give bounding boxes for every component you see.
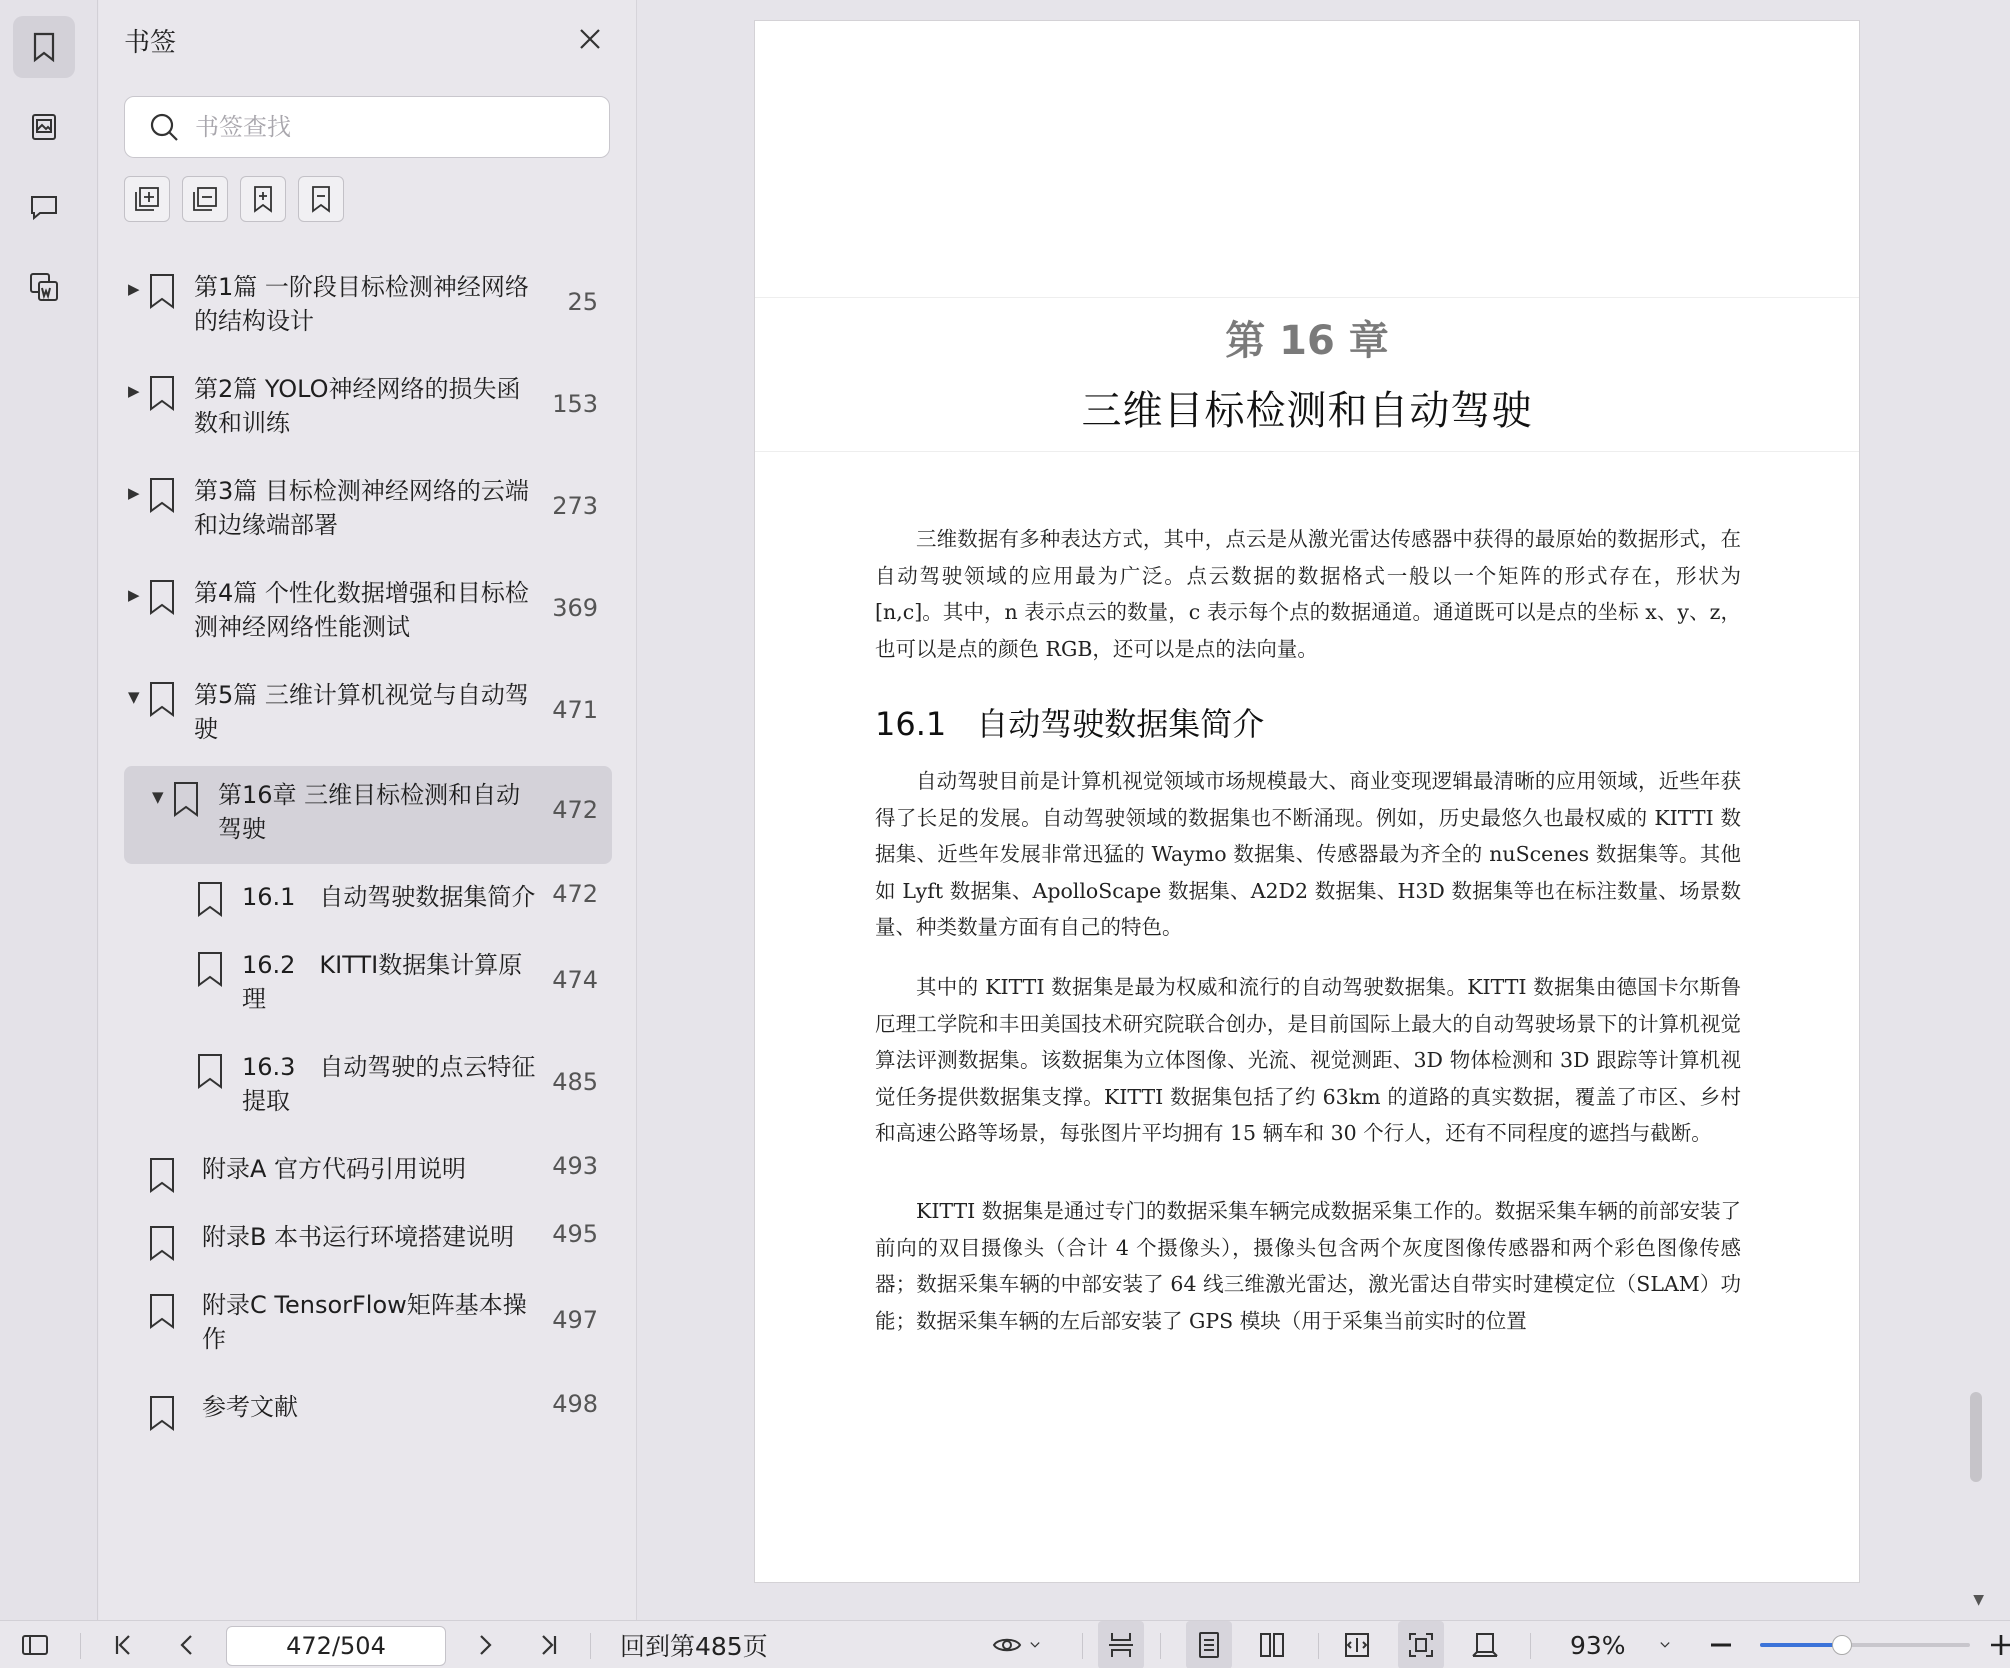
- bookmark-search[interactable]: [124, 96, 610, 158]
- back-to-page-button[interactable]: [620, 1621, 768, 1668]
- bookmark-item[interactable]: [124, 1220, 612, 1260]
- first-page-icon: [108, 1630, 138, 1660]
- bookmark-page: 471: [552, 696, 598, 724]
- sidebar-icon: [20, 1630, 50, 1660]
- bookmark-icon: [146, 1156, 178, 1194]
- eye-icon: [992, 1630, 1022, 1660]
- bookmark-page: 493: [552, 1152, 598, 1180]
- chapter-rule-bottom: [755, 451, 1859, 452]
- bookmark-item[interactable]: [124, 372, 612, 444]
- bookmark-icon: [146, 374, 178, 412]
- search-icon: [147, 110, 181, 144]
- bookmark-page: 495: [552, 1220, 598, 1248]
- back-to-page-label: 回到第485页: [620, 1632, 768, 1661]
- bookmark-icon: [170, 780, 202, 818]
- bookmark-label: 附录C TensorFlow矩阵基本操 作: [202, 1291, 527, 1353]
- zoom-out-button[interactable]: [1706, 1621, 1736, 1668]
- expand-arrow-icon[interactable]: ▶: [128, 484, 140, 502]
- zoom-slider-handle[interactable]: [1832, 1635, 1852, 1655]
- section-title: 自动驾驶数据集简介: [976, 705, 1265, 743]
- fit-page-button[interactable]: [1398, 1621, 1444, 1668]
- body-paragraph: KITTI 数据集是通过专门的数据采集车辆完成数据采集工作的。数据采集车辆的前部安装了前向的双目摄像头（合计 4 个摄像头），摄像头包含两个灰度图像传感器和两个彩色图像传感器；数据采集车辆的中部安装了 64 线三维激光雷达，激光雷达自带实时建模定位（SLAM）功能；数据采集车辆的左后部安装了 GPS 模块（用于采集当前实时的位置: [875, 1199, 1741, 1333]
- remove-bookmark-icon: [305, 183, 337, 215]
- last-page-icon: [534, 1630, 564, 1660]
- thumbnail-panel-icon[interactable]: [13, 96, 75, 158]
- actual-size-button[interactable]: [1470, 1621, 1500, 1668]
- bookmark-page: 369: [552, 594, 598, 622]
- bookmark-icon: [146, 272, 178, 310]
- close-icon[interactable]: [573, 22, 607, 56]
- fit-width-icon: [1342, 1630, 1372, 1660]
- bookmark-label: 16.1 自动驾驶数据集简介: [242, 883, 536, 911]
- single-page-button[interactable]: [1186, 1621, 1232, 1668]
- bookmark-label: 第3篇 目标检测神经网络的云端 和边缘端部署: [194, 477, 529, 539]
- left-icon-rail: [0, 0, 98, 1620]
- zoom-slider[interactable]: [1760, 1643, 1970, 1647]
- add-bookmark-button[interactable]: [240, 176, 286, 222]
- bookmark-page: 498: [552, 1390, 598, 1418]
- bookmark-item[interactable]: [124, 1050, 612, 1122]
- collapse-arrow-icon[interactable]: ▼: [128, 688, 140, 706]
- chapter-title: 三维目标检测和自动驾驶: [1081, 388, 1533, 434]
- bookmark-item-selected[interactable]: [124, 766, 612, 864]
- bookmark-item[interactable]: [124, 270, 612, 342]
- bookmark-icon: [146, 476, 178, 514]
- first-page-button[interactable]: [108, 1621, 138, 1668]
- chapter-rule-top: [755, 297, 1859, 298]
- continuous-scroll-button[interactable]: [1098, 1621, 1144, 1668]
- bookmark-page: 485: [552, 1068, 598, 1096]
- section-number: 16.1: [875, 705, 947, 743]
- add-bookmark-icon: [247, 183, 279, 215]
- remove-bookmark-button[interactable]: [298, 176, 344, 222]
- plus-icon: [1988, 1630, 2010, 1660]
- document-viewer[interactable]: [638, 0, 1990, 1620]
- bookmark-icon: [194, 950, 226, 988]
- bookmark-icon: [146, 578, 178, 616]
- zoom-slider-fill: [1760, 1643, 1842, 1647]
- bookmark-label: 16.2 KITTI数据集计算原 理: [242, 951, 523, 1013]
- bookmark-page: 153: [552, 390, 598, 418]
- bookmark-item[interactable]: [124, 576, 612, 648]
- chevron-down-icon: [1026, 1636, 1044, 1654]
- bookmark-label: 第2篇 YOLO神经网络的损失函 数和训练: [194, 375, 521, 437]
- document-page: [754, 20, 1860, 1583]
- collapse-all-icon: [189, 183, 221, 215]
- toggle-sidebar-button[interactable]: [20, 1621, 50, 1668]
- bookmark-label: 16.3 自动驾驶的点云特征 提取: [242, 1053, 536, 1115]
- bookmark-page: 273: [552, 492, 598, 520]
- last-page-button[interactable]: [534, 1621, 564, 1668]
- bookmark-label: 第5篇 三维计算机视觉与自动驾 驶: [194, 681, 529, 743]
- bottom-toolbar: [0, 1620, 2010, 1668]
- section-heading: [875, 699, 1294, 745]
- two-page-icon: [1257, 1630, 1287, 1660]
- bookmark-page: 497: [552, 1306, 598, 1334]
- previous-page-button[interactable]: [172, 1621, 202, 1668]
- bookmark-item[interactable]: [124, 948, 612, 1020]
- bookmark-page: 472: [552, 796, 598, 824]
- attachment-panel-icon[interactable]: [13, 256, 75, 318]
- bookmark-panel-icon[interactable]: [13, 16, 75, 78]
- bookmark-item[interactable]: [124, 474, 612, 546]
- scroll-down-arrow-icon[interactable]: ▼: [1973, 1592, 1984, 1608]
- bookmark-icon: [146, 1292, 178, 1330]
- zoom-in-button[interactable]: [1988, 1621, 2010, 1668]
- actual-size-icon: [1470, 1630, 1500, 1660]
- bookmark-item[interactable]: [124, 678, 612, 750]
- bookmark-item[interactable]: [124, 1288, 612, 1360]
- bookmark-tools: [124, 176, 344, 222]
- next-page-button[interactable]: [470, 1621, 500, 1668]
- search-input[interactable]: [195, 113, 575, 141]
- intro-paragraph: 三维数据有多种表达方式，其中，点云是从激光雷达传感器中获得的最原始的数据形式，在自动驾驶领域的应用最为广泛。点云数据的数据格式一般以一个矩阵的形式存在，形状为[n,c]。其中，n 表示点云的数量，c 表示每个点的数据通道。通道既可以是点的坐标 x、y、z，也可以是点的颜色 RGB，还可以是点的法向量。: [875, 527, 1741, 661]
- expand-all-button[interactable]: [124, 176, 170, 222]
- bookmark-label: 第16章 三维目标检测和自动 驾驶: [218, 781, 521, 843]
- bookmark-icon: [146, 1394, 178, 1432]
- zoom-value: 93%: [1570, 1630, 1626, 1660]
- fit-page-icon: [1406, 1630, 1436, 1660]
- bookmark-icon: [146, 680, 178, 718]
- expand-arrow-icon[interactable]: ▶: [128, 586, 140, 604]
- bookmark-page: 25: [567, 288, 598, 316]
- bookmark-label: 第1篇 一阶段目标检测神经网络 的结构设计: [194, 273, 529, 335]
- expand-arrow-icon[interactable]: ▶: [128, 382, 140, 400]
- bookmark-page: 472: [552, 880, 598, 908]
- chevron-left-icon: [172, 1630, 202, 1660]
- chevron-down-icon: [1656, 1636, 1674, 1654]
- minus-icon: [1706, 1630, 1736, 1660]
- bookmark-item[interactable]: [124, 880, 612, 920]
- page-number-input[interactable]: 472/504: [226, 1626, 446, 1666]
- zoom-dropdown[interactable]: [1570, 1621, 1674, 1668]
- collapse-arrow-icon[interactable]: ▼: [152, 788, 164, 806]
- panel-title: 书签: [124, 28, 177, 58]
- bookmark-page: 474: [552, 966, 598, 994]
- expand-all-icon: [131, 183, 163, 215]
- bookmark-icon: [194, 1052, 226, 1090]
- vertical-scrollbar[interactable]: [1970, 1392, 1982, 1482]
- single-page-icon: [1194, 1630, 1224, 1660]
- bookmark-label: 第4篇 个性化数据增强和目标检 测神经网络性能测试: [194, 579, 529, 641]
- chevron-right-icon: [470, 1630, 500, 1660]
- bookmark-icon: [194, 880, 226, 918]
- bookmark-label: 附录B 本书运行环境搭建说明: [202, 1223, 515, 1251]
- body-paragraph: 自动驾驶目前是计算机视觉领域市场规模最大、商业变现逻辑最清晰的应用领域，近些年获得了长足的发展。自动驾驶领域的数据集也不断涌现。例如，历史最悠久也最权威的 KITTI 数据集、近些年发展非常迅猛的 Waymo 数据集、传感器最为齐全的 nuScenes 数据集等。其他如 Lyft 数据集、ApolloScape 数据集、A2D2 数据集、H3D 数据集等也在标注数量、场景数量、种类数量方面有自己的特色。: [875, 769, 1741, 939]
- continuous-scroll-icon: [1106, 1630, 1136, 1660]
- annotation-panel-icon[interactable]: [13, 176, 75, 238]
- reading-mode-button[interactable]: [992, 1621, 1044, 1668]
- bookmark-panel: [99, 0, 637, 1620]
- body-paragraph: 其中的 KITTI 数据集是最为权威和流行的自动驾驶数据集。KITTI 数据集由德国卡尔斯鲁厄理工学院和丰田美国技术研究院联合创办，是目前国际上最大的自动驾驶场景下的计算机视觉算法评测数据集。该数据集为立体图像、光流、视觉测距、3D 物体检测和 3D 跟踪等计算机视觉任务提供数据集支撑。KITTI 数据集包括了约 63km 的道路的真实数据，覆盖了市区、乡村和高速公路等场景，每张图片平均拥有 15 辆车和 30 个行人，还有不同程度的遮挡与截断。: [875, 975, 1741, 1145]
- collapse-all-button[interactable]: [182, 176, 228, 222]
- chapter-number: 第 16 章: [1225, 318, 1389, 364]
- bookmark-icon: [146, 1224, 178, 1262]
- bookmark-label: 附录A 官方代码引用说明: [202, 1155, 467, 1183]
- expand-arrow-icon[interactable]: ▶: [128, 280, 140, 298]
- bookmark-item[interactable]: [124, 1390, 612, 1430]
- fit-width-button[interactable]: [1342, 1621, 1372, 1668]
- two-page-button[interactable]: [1257, 1621, 1287, 1668]
- bookmark-label: 参考文献: [202, 1393, 298, 1421]
- bookmark-item[interactable]: [124, 1152, 612, 1192]
